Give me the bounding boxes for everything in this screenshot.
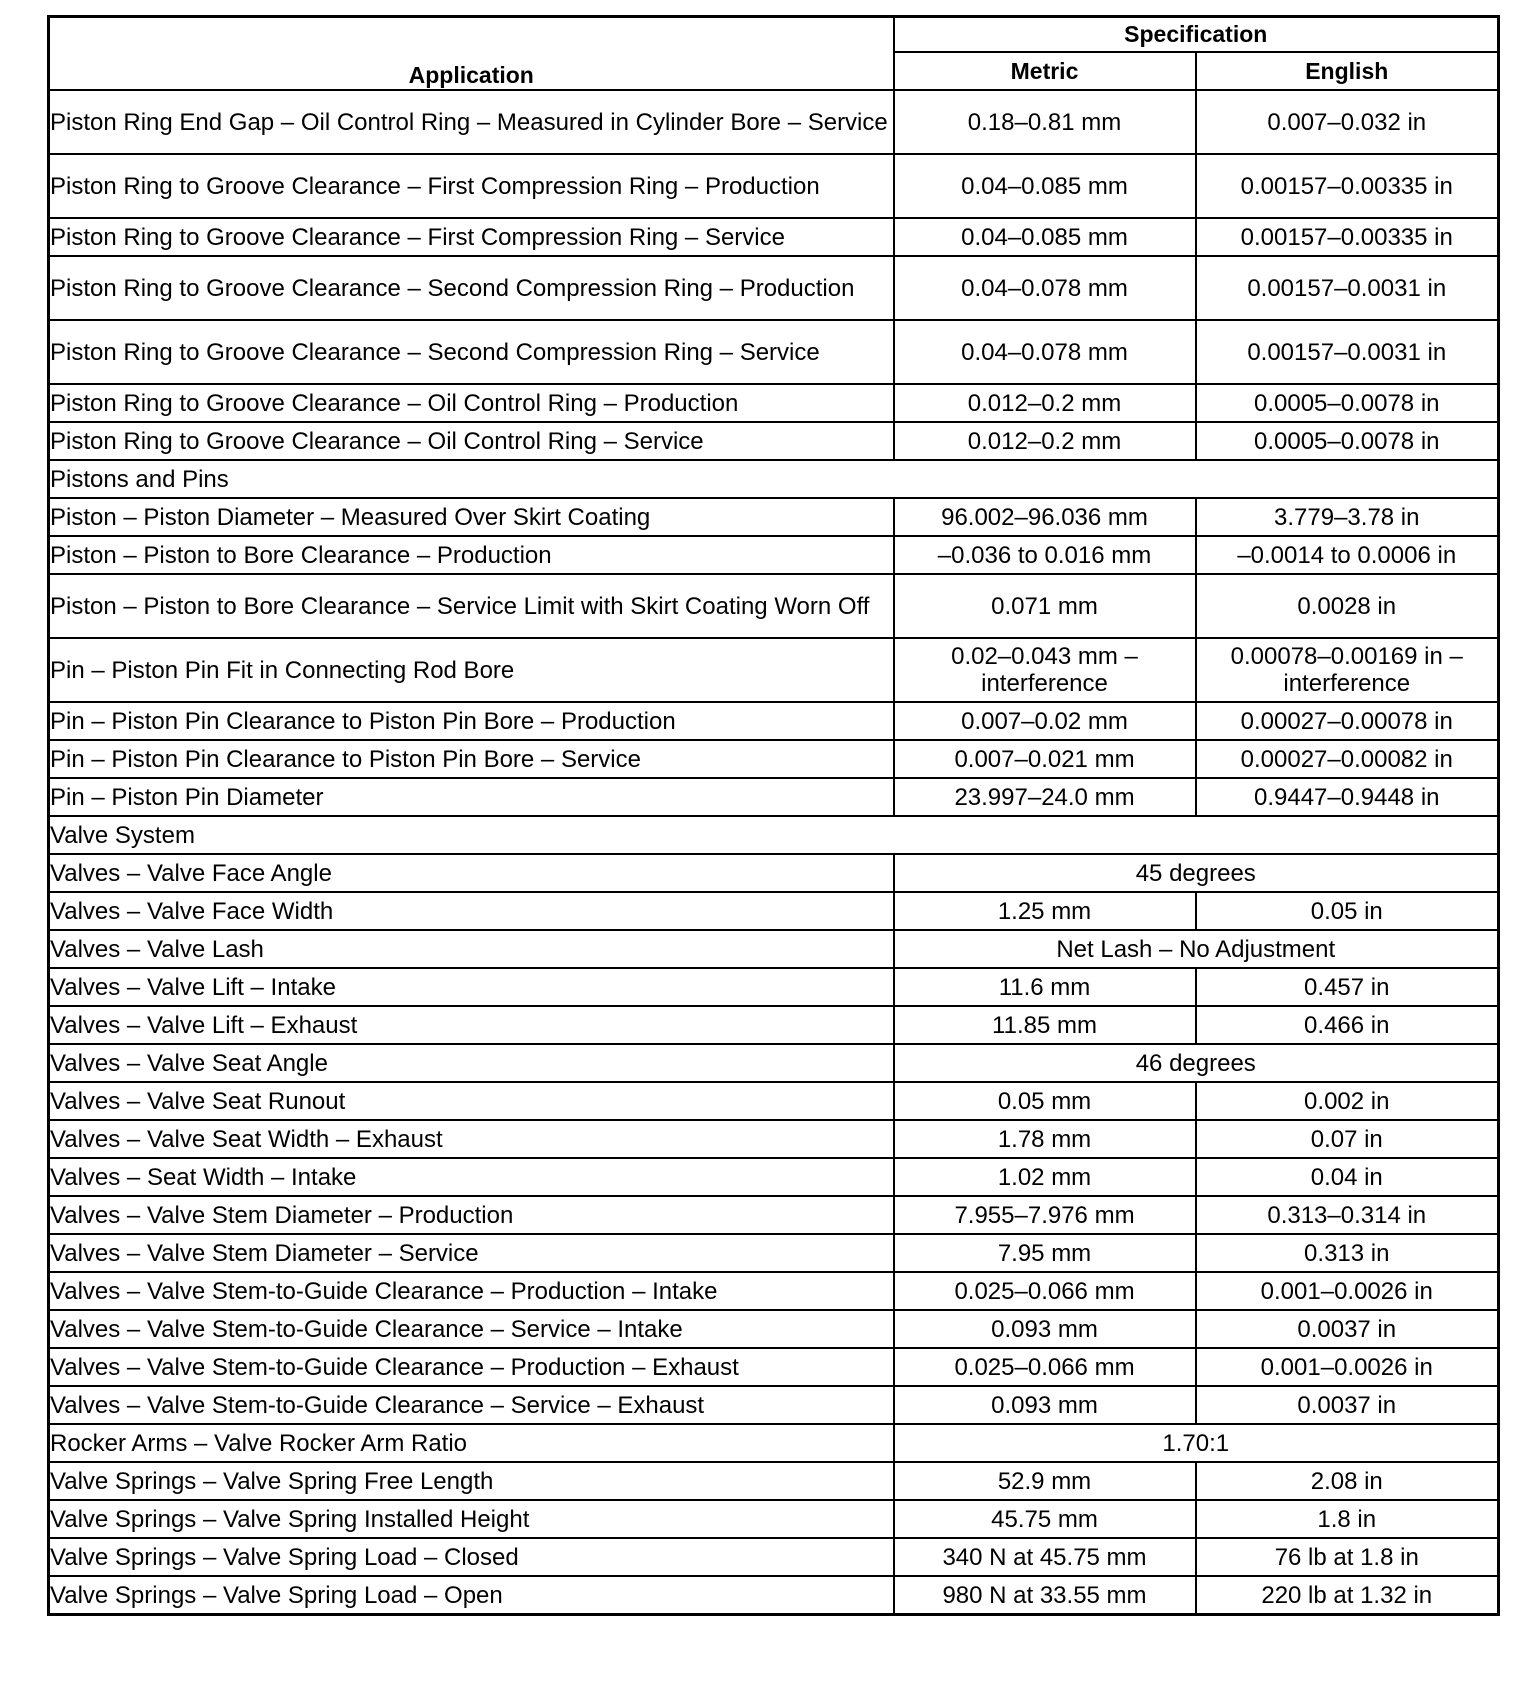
table-row — [49, 154, 1499, 218]
metric-cell: 0.04–0.085 mm — [894, 218, 1196, 256]
application-cell: Piston – Piston to Bore Clearance – Service Limit with Skirt Coating Worn Off — [49, 574, 894, 638]
english-cell: 0.466 in — [1196, 1006, 1499, 1044]
english-cell: 0.00027–0.00078 in — [1196, 702, 1499, 740]
english-cell: 0.002 in — [1196, 1082, 1499, 1120]
metric-cell: –0.036 to 0.016 mm — [894, 536, 1196, 574]
english-cell: 0.0005–0.0078 in — [1196, 422, 1499, 460]
application-cell: Piston Ring to Groove Clearance – Oil Control Ring – Service — [49, 422, 894, 460]
english-cell: 0.00027–0.00082 in — [1196, 740, 1499, 778]
table-row — [49, 218, 1499, 256]
metric-cell: 45.75 mm — [894, 1500, 1196, 1538]
english-cell: 3.779–3.78 in — [1196, 498, 1499, 536]
table-header — [49, 17, 1499, 91]
table-row — [49, 422, 1499, 460]
section-row — [49, 816, 1499, 854]
english-column-header: English — [1196, 52, 1499, 90]
metric-cell: 7.95 mm — [894, 1234, 1196, 1272]
table-row — [49, 968, 1499, 1006]
english-cell: 0.0028 in — [1196, 574, 1499, 638]
metric-cell: 1.02 mm — [894, 1158, 1196, 1196]
application-column-header: Application — [49, 17, 894, 91]
application-cell: Piston Ring End Gap – Oil Control Ring – Measured in Cylinder Bore – Service — [49, 90, 894, 154]
section-label: Valve System — [49, 816, 1499, 854]
english-cell: 0.457 in — [1196, 968, 1499, 1006]
metric-cell: 52.9 mm — [894, 1462, 1196, 1500]
english-cell: –0.0014 to 0.0006 in — [1196, 536, 1499, 574]
metric-cell: 7.955–7.976 mm — [894, 1196, 1196, 1234]
english-cell: 0.313 in — [1196, 1234, 1499, 1272]
metric-cell: 1.78 mm — [894, 1120, 1196, 1158]
table-row — [49, 930, 1499, 968]
english-cell: 220 lb at 1.32 in — [1196, 1576, 1499, 1615]
metric-cell: 0.093 mm — [894, 1386, 1196, 1424]
application-cell: Valve Springs – Valve Spring Load – Closed — [49, 1538, 894, 1576]
specification-cell: Net Lash – No Adjustment — [894, 930, 1499, 968]
table-row — [49, 1272, 1499, 1310]
metric-cell: 0.05 mm — [894, 1082, 1196, 1120]
table-row — [49, 702, 1499, 740]
specification-cell: 45 degrees — [894, 854, 1499, 892]
table-row — [49, 90, 1499, 154]
table-row — [49, 320, 1499, 384]
application-cell: Valves – Seat Width – Intake — [49, 1158, 894, 1196]
metric-cell: 0.025–0.066 mm — [894, 1348, 1196, 1386]
metric-cell: 0.012–0.2 mm — [894, 422, 1196, 460]
english-cell: 0.0005–0.0078 in — [1196, 384, 1499, 422]
english-cell: 0.07 in — [1196, 1120, 1499, 1158]
table-row — [49, 1006, 1499, 1044]
table-row — [49, 1576, 1499, 1615]
english-cell: 0.007–0.032 in — [1196, 90, 1499, 154]
english-cell: 2.08 in — [1196, 1462, 1499, 1500]
table-row — [49, 1386, 1499, 1424]
table-row — [49, 574, 1499, 638]
application-cell: Rocker Arms – Valve Rocker Arm Ratio — [49, 1424, 894, 1462]
application-cell: Pin – Piston Pin Clearance to Piston Pin Bore – Production — [49, 702, 894, 740]
metric-cell: 0.012–0.2 mm — [894, 384, 1196, 422]
table-row — [49, 1348, 1499, 1386]
metric-cell: 0.025–0.066 mm — [894, 1272, 1196, 1310]
specification-group-header: Specification — [894, 17, 1499, 53]
english-cell: 0.0037 in — [1196, 1310, 1499, 1348]
table-row — [49, 256, 1499, 320]
table-row — [49, 1424, 1499, 1462]
application-cell: Valves – Valve Lash — [49, 930, 894, 968]
english-cell: 1.8 in — [1196, 1500, 1499, 1538]
metric-cell: 0.04–0.078 mm — [894, 256, 1196, 320]
application-cell: Valves – Valve Stem Diameter – Service — [49, 1234, 894, 1272]
table-row — [49, 1500, 1499, 1538]
english-cell: 0.001–0.0026 in — [1196, 1348, 1499, 1386]
metric-cell: 11.6 mm — [894, 968, 1196, 1006]
application-cell: Valve Springs – Valve Spring Free Length — [49, 1462, 894, 1500]
application-cell: Valves – Valve Lift – Intake — [49, 968, 894, 1006]
table-row — [49, 1462, 1499, 1500]
english-cell: 0.00157–0.0031 in — [1196, 320, 1499, 384]
table-row — [49, 498, 1499, 536]
table-body — [49, 90, 1499, 1615]
application-cell: Valves – Valve Stem Diameter – Production — [49, 1196, 894, 1234]
application-cell: Valves – Valve Seat Runout — [49, 1082, 894, 1120]
english-cell: 0.313–0.314 in — [1196, 1196, 1499, 1234]
metric-cell: 0.071 mm — [894, 574, 1196, 638]
section-label: Pistons and Pins — [49, 460, 1499, 498]
metric-cell: 96.002–96.036 mm — [894, 498, 1196, 536]
application-cell: Pin – Piston Pin Fit in Connecting Rod Bore — [49, 638, 894, 702]
table-row — [49, 740, 1499, 778]
application-cell: Pin – Piston Pin Diameter — [49, 778, 894, 816]
table-row — [49, 384, 1499, 422]
table-row — [49, 892, 1499, 930]
application-cell: Valve Springs – Valve Spring Load – Open — [49, 1576, 894, 1615]
metric-cell: 23.997–24.0 mm — [894, 778, 1196, 816]
section-row — [49, 460, 1499, 498]
english-cell: 0.05 in — [1196, 892, 1499, 930]
application-cell: Valves – Valve Stem-to-Guide Clearance – Service – Exhaust — [49, 1386, 894, 1424]
english-cell: 0.00157–0.00335 in — [1196, 154, 1499, 218]
metric-cell: 11.85 mm — [894, 1006, 1196, 1044]
english-cell: 0.0037 in — [1196, 1386, 1499, 1424]
application-cell: Piston – Piston to Bore Clearance – Production — [49, 536, 894, 574]
specification-table — [47, 15, 1500, 1616]
application-cell: Valve Springs – Valve Spring Installed Height — [49, 1500, 894, 1538]
metric-cell: 0.007–0.02 mm — [894, 702, 1196, 740]
english-cell: 0.001–0.0026 in — [1196, 1272, 1499, 1310]
table-row — [49, 1538, 1499, 1576]
application-cell: Piston – Piston Diameter – Measured Over Skirt Coating — [49, 498, 894, 536]
table-row — [49, 778, 1499, 816]
application-cell: Valves – Valve Stem-to-Guide Clearance – Service – Intake — [49, 1310, 894, 1348]
application-cell: Piston Ring to Groove Clearance – First Compression Ring – Service — [49, 218, 894, 256]
metric-cell: 0.093 mm — [894, 1310, 1196, 1348]
metric-cell: 0.02–0.043 mm – interference — [894, 638, 1196, 702]
english-cell: 76 lb at 1.8 in — [1196, 1538, 1499, 1576]
application-cell: Piston Ring to Groove Clearance – Oil Control Ring – Production — [49, 384, 894, 422]
application-cell: Valves – Valve Stem-to-Guide Clearance – Production – Exhaust — [49, 1348, 894, 1386]
application-cell: Piston Ring to Groove Clearance – Second Compression Ring – Production — [49, 256, 894, 320]
application-cell: Valves – Valve Lift – Exhaust — [49, 1006, 894, 1044]
application-cell: Valves – Valve Face Angle — [49, 854, 894, 892]
specification-cell: 1.70:1 — [894, 1424, 1499, 1462]
table-row — [49, 854, 1499, 892]
table-row — [49, 1082, 1499, 1120]
metric-cell: 0.04–0.085 mm — [894, 154, 1196, 218]
table-row — [49, 1310, 1499, 1348]
application-cell: Piston Ring to Groove Clearance – Second Compression Ring – Service — [49, 320, 894, 384]
table-row — [49, 1120, 1499, 1158]
metric-cell: 0.04–0.078 mm — [894, 320, 1196, 384]
table-row — [49, 1234, 1499, 1272]
metric-cell: 0.007–0.021 mm — [894, 740, 1196, 778]
table-row — [49, 1158, 1499, 1196]
application-cell: Piston Ring to Groove Clearance – First Compression Ring – Production — [49, 154, 894, 218]
metric-cell: 980 N at 33.55 mm — [894, 1576, 1196, 1615]
english-cell: 0.00157–0.0031 in — [1196, 256, 1499, 320]
application-cell: Valves – Valve Seat Width – Exhaust — [49, 1120, 894, 1158]
table-row — [49, 1044, 1499, 1082]
english-cell: 0.00157–0.00335 in — [1196, 218, 1499, 256]
application-cell: Valves – Valve Face Width — [49, 892, 894, 930]
application-cell: Valves – Valve Seat Angle — [49, 1044, 894, 1082]
english-cell: 0.00078–0.00169 in – interference — [1196, 638, 1499, 702]
metric-cell: 0.18–0.81 mm — [894, 90, 1196, 154]
metric-cell: 340 N at 45.75 mm — [894, 1538, 1196, 1576]
english-cell: 0.9447–0.9448 in — [1196, 778, 1499, 816]
metric-column-header: Metric — [894, 52, 1196, 90]
english-cell: 0.04 in — [1196, 1158, 1499, 1196]
table-row — [49, 1196, 1499, 1234]
metric-cell: 1.25 mm — [894, 892, 1196, 930]
table-row — [49, 536, 1499, 574]
application-cell: Valves – Valve Stem-to-Guide Clearance – Production – Intake — [49, 1272, 894, 1310]
application-cell: Pin – Piston Pin Clearance to Piston Pin Bore – Service — [49, 740, 894, 778]
specification-cell: 46 degrees — [894, 1044, 1499, 1082]
table-row — [49, 638, 1499, 702]
